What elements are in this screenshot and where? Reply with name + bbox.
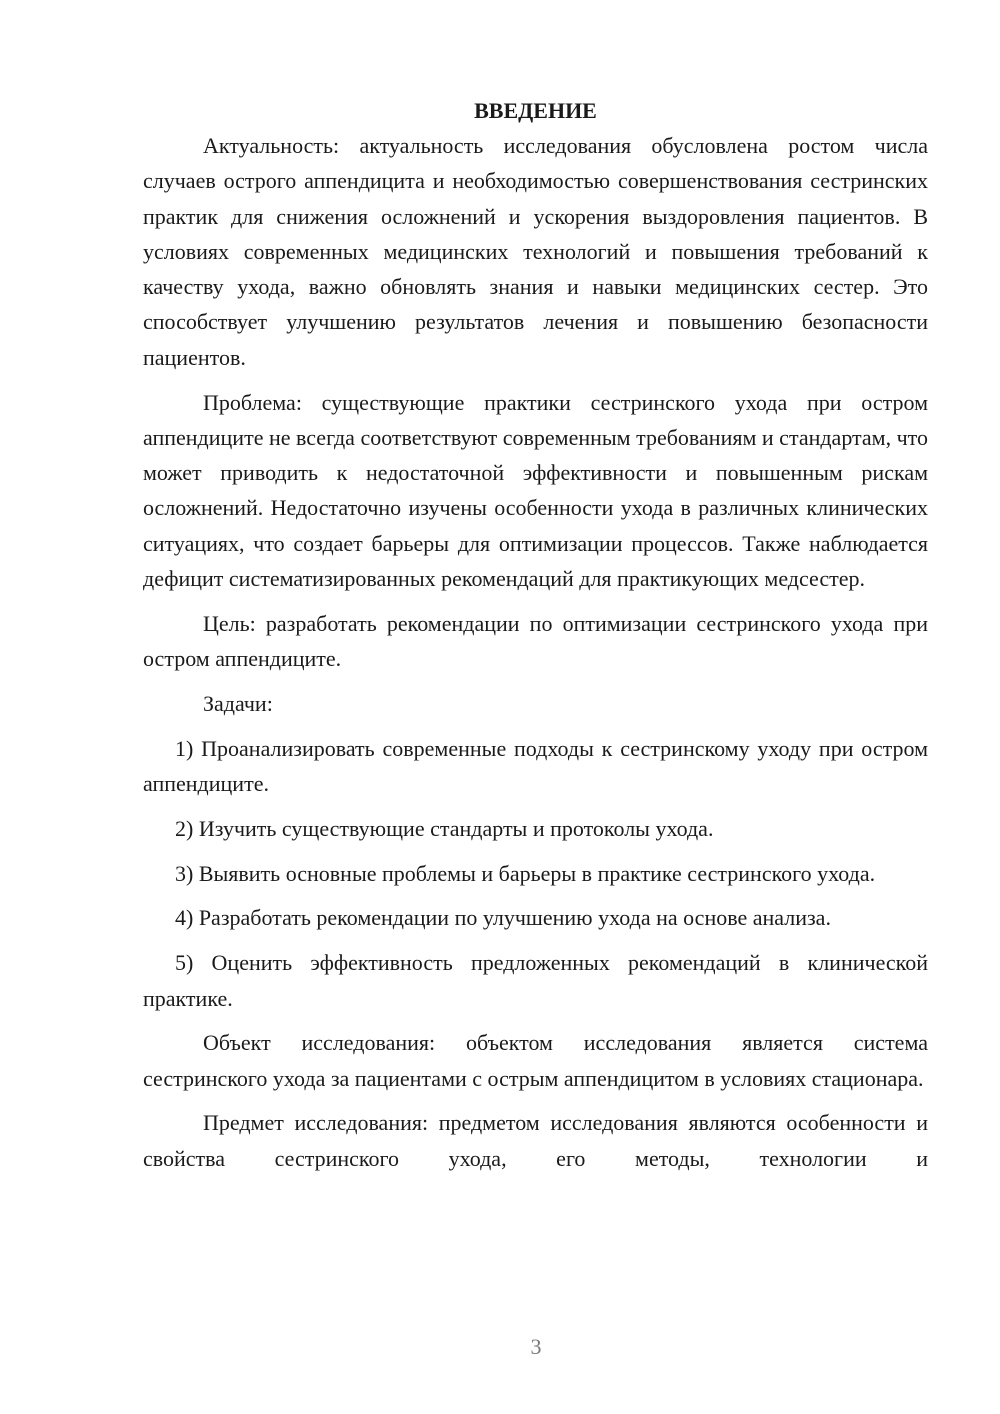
paragraph-problem: Проблема: существующие практики сестринского ухода при остром аппендиците не всегда соответствуют современным требованиям и стандартам, что может приводить к недостаточной эффективности и повышенным рискам осложнений. Недостаточно изучены особенности ухода в различных клинических ситуациях, что создает барьеры для оптимизации процессов. Также наблюдается дефицит систематизированных рекомендаций для практикующих медсестер. <box>143 389 928 592</box>
task-item-3: 3) Выявить основные проблемы и барьеры в практике сестринского ухода. <box>175 860 876 886</box>
section-title: ВВЕДЕНИЕ <box>474 98 597 123</box>
task-item-4: 4) Разработать рекомендации по улучшению ухода на основе анализа. <box>175 905 831 931</box>
document-body <box>143 93 928 1176</box>
paragraph-goal: Цель: разработать рекомендации по оптимизации сестринского ухода при остром аппендиците. <box>143 610 928 672</box>
task-item-5: 5) Оценить эффективность предложенных рекомендаций в клинической практике. <box>143 950 928 1011</box>
task-item-1: 1) Проанализировать современные подходы к сестринскому уходу при остром аппендиците. <box>143 735 928 797</box>
paragraph-object: Объект исследования: объектом исследования является система сестринского ухода за пациентами с острым аппендицитом в условиях стационара. <box>143 1030 928 1091</box>
tasks-heading: Задачи: <box>203 690 273 716</box>
paragraph-relevance: Актуальность: актуальность исследования обусловлена ростом числа случаев острого аппендицита и необходимостью совершенствования сестринских практик для снижения осложнений и ускорения выздоровления пациентов. В условиях современных медицинских технологий и повышения требований к качеству ухода, важно обновлять знания и навыки медицинских сестер. Это способствует улучшению результатов лечения и повышению безопасности пациентов. <box>143 133 928 370</box>
page-number: 3 <box>530 1334 542 1359</box>
task-item-2: 2) Изучить существующие стандарты и протоколы ухода. <box>175 815 714 841</box>
paragraph-subject: Предмет исследования: предметом исследования являются особенности и свойства сестринского ухода, его методы, технологии и <box>143 1110 928 1171</box>
